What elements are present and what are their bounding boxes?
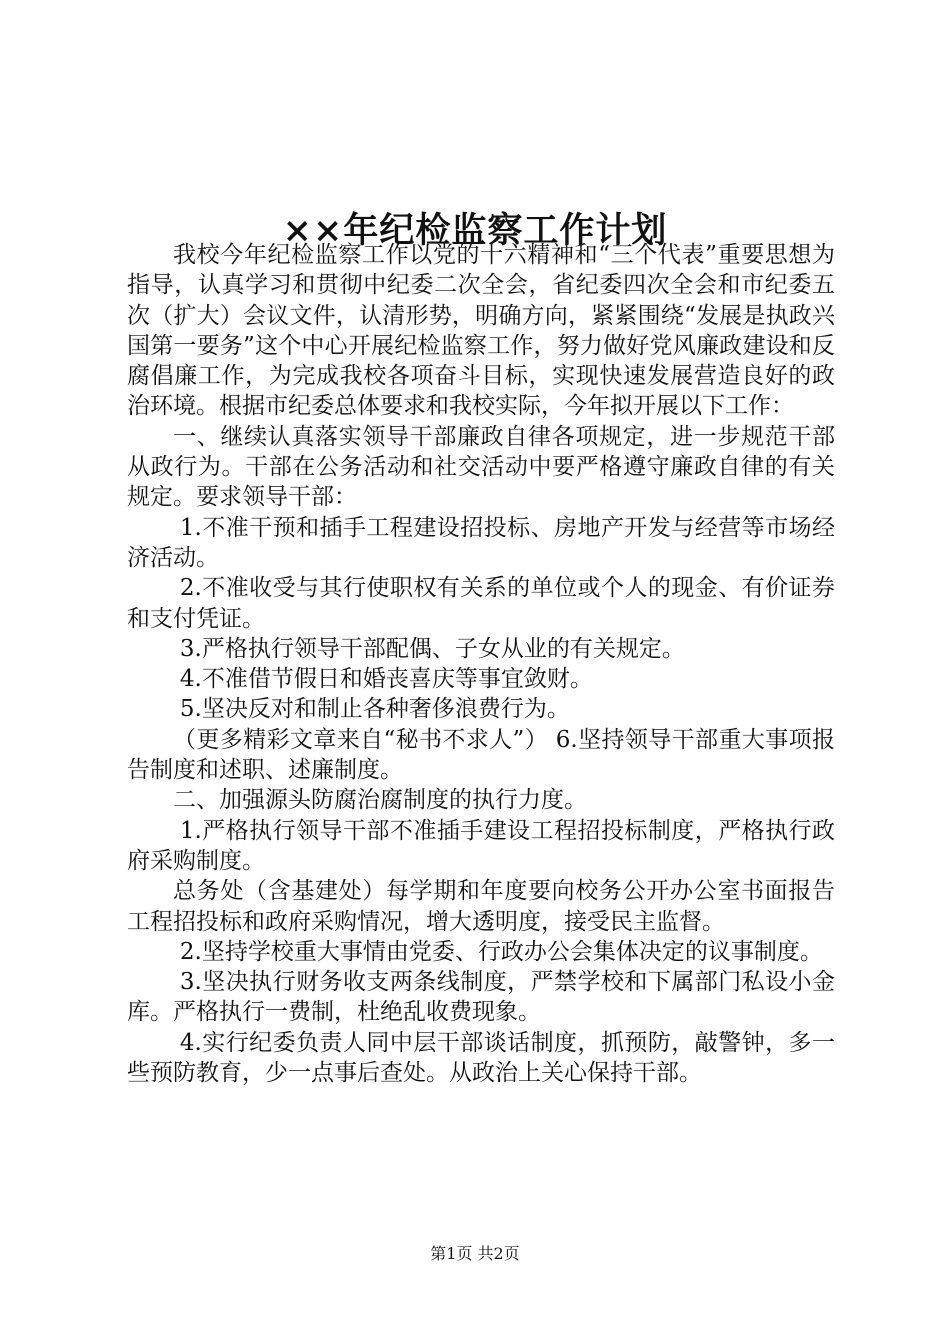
page-footer: 第1页 共2页 (430, 1244, 520, 1263)
paragraph-section-2: 二、加强源头防腐治腐制度的执行力度。 (173, 787, 587, 814)
paragraph-item: （更多精彩文章来自“秘书不求人”） 6.坚持领导干部重大事项报告制度和述职、述廉制度。 (127, 726, 835, 784)
document-title: ××年纪检监察工作计划 (282, 210, 668, 252)
paragraph-item: 4.不准借节假日和婚丧喜庆等事宜敛财。 (179, 666, 593, 693)
paragraph-item: 2.不准收受与其行使职权有关系的单位或个人的现金、有价证券和支付凭证。 (127, 575, 835, 632)
paragraph-intro: 我校今年纪检监察工作以党的十六精神和“三个代表”重要思想为指导，认真学习和贯彻中纪委二次全会，省纪委四次全会和市纪委五次（扩大）会议文件，认清形势，明确方向，紧紧围绕“发展是执政兴国第一要务”这个中心开展纪检监察工作，努力做好党风廉政建设和反腐倡廉工作，为完成我校各项奋斗目标，实现快速发展营造良好的政治环境。根据市纪委总体要求和我校实际，今年拟开展以下工作： (127, 242, 835, 420)
paragraph-item: 1.不准干预和插手工程建设招投标、房地产开发与经营等市场经济活动。 (127, 514, 835, 571)
document-body (127, 240, 835, 1088)
paragraph-item: 2.坚持学校重大事情由党委、行政办公会集体决定的议事制度。 (179, 938, 823, 965)
paragraph-body: 总务处（含基建处）每学期和年度要向校务公开办公室书面报告工程招投标和政府采购情况，增大透明度，接受民主监督。 (127, 878, 835, 935)
paragraph-item: 3.坚决执行财务收支两条线制度，严禁学校和下属部门私设小金库。严格执行一费制，杜绝乱收费现象。 (127, 969, 835, 1026)
paragraph-item: 4.实行纪委负责人同中层干部谈话制度，抓预防，敲警钟，多一些预防教育，少一点事后查处。从政治上关心保持干部。 (127, 1029, 835, 1087)
paragraph-item: 5.坚决反对和制止各种奢侈浪费行为。 (179, 696, 570, 723)
paragraph-item: 1.严格执行领导干部不准插手建设工程招投标制度，严格执行政府采购制度。 (127, 817, 835, 874)
paragraph-section-1: 一、继续认真落实领导干部廉政自律各项规定，进一步规范干部从政行为。干部在公务活动和社交活动中要严格遵守廉政自律的有关规定。要求领导干部： (127, 423, 835, 511)
paragraph-item: 3.严格执行领导干部配偶、子女从业的有关规定。 (179, 635, 685, 662)
